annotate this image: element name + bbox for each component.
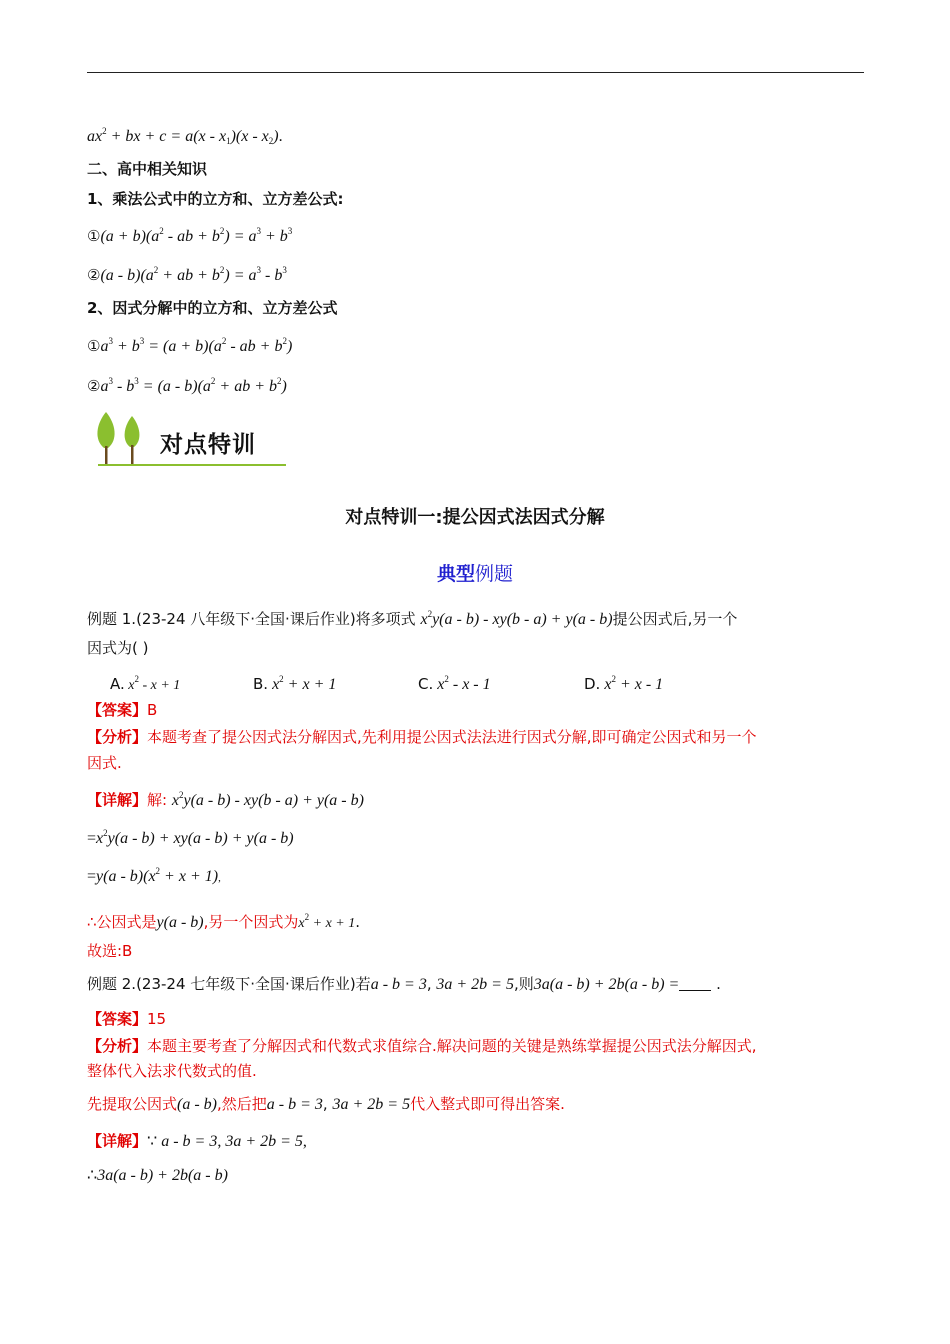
banner-label: 对点特训 <box>160 432 256 458</box>
formula-4: $②a^3 - b^3 = (a - b)(a^2$ + ab + $b^2$) <box>87 376 287 395</box>
ex1-option-c[interactable]: C. $x^2$ - x - 1 <box>418 674 491 693</box>
formula-2: ②(a - $b)(a^2$ + ab + $b^2) = a^3 - b^3$ <box>87 265 287 284</box>
formula-1: ①(a + $b)(a^2$ - ab + $b^2) = a^3 + b^3$ <box>87 226 293 245</box>
ex2-answer: 【答案】15 <box>87 1010 167 1028</box>
ex1-analysis: 【分析】本题考查了提公因式法分解因式,先利用提公因式法法进行因式分解,即可确定公因式和另一个 <box>87 728 757 746</box>
ex2-analysis-line2: 整体代入法求代数式的值. <box>87 1062 257 1080</box>
ex2-analysis: 【分析】本题主要考查了分解因式和代数式求值综合.解决问题的关键是熟练掌握提公因式法分解因式, <box>87 1037 757 1055</box>
ex1-conclusion: ∴公因式是y(a - b),另一个因式为$x^2 + x + 1$. <box>87 912 361 931</box>
ex1-question: 例题 1.(23-24 八年级下·全国·课后作业)将多项式 $x^2y(a - b) - xy(b - a) + y(a - b)$提公因式后,另一个 <box>87 609 738 628</box>
header-rule <box>87 72 864 73</box>
ex2-detail: 【详解】∵ a - b = 3, 3a + 2b = 5, <box>87 1132 307 1150</box>
ex1-question-line2: 因式为( ) <box>87 639 149 657</box>
sub2-title: 2、因式分解中的立方和、立方差公式 <box>87 299 338 317</box>
ex1-option-a[interactable]: A. $x^2 - x + 1$ <box>110 674 181 693</box>
ex2-detail-step: ∴3a(a - b) + 2b(a - b) <box>87 1167 228 1184</box>
ex1-option-d[interactable]: D. $x^2 + x - 1$ <box>584 674 664 693</box>
ex1-option-b[interactable]: B. $x^2 + x + 1$ <box>253 674 337 693</box>
ex1-step1: $=x^2y(a - b) + xy(a - b) + y(a - b)$ <box>87 828 294 847</box>
formula-3: $①a^3 + b^3 = (a + b)(a^2$ - ab + $b^2$) <box>87 336 293 355</box>
sub1-title: 1、乘法公式中的立方和、立方差公式: <box>87 190 344 208</box>
ex1-detail: 【详解】解: $x^2y(a - b) - xy(b - a) + y(a - b)$ <box>87 790 364 809</box>
ex1-answer: 【答案】B <box>87 701 158 719</box>
typical-example-heading: 典型例题 <box>436 563 514 585</box>
topic-title: 对点特训一:提公因式法因式分解 <box>345 507 605 528</box>
ex1-step2: $=y(a - b)(x^2 + x + 1)$, <box>87 866 221 885</box>
section-banner <box>92 410 287 468</box>
section-two-title: 二、高中相关知识 <box>87 160 208 178</box>
ex1-choice: 故选:B <box>87 942 133 960</box>
ex1-analysis-line2: 因式. <box>87 754 122 772</box>
ex2-question: 例题 2.(23-24 七年级下·全国·课后作业)若a - b = 3, 3a + 2b = 5,则3a(a - b) + 2b(a - b) = . <box>87 975 721 993</box>
ex2-answer-blank[interactable] <box>679 976 711 991</box>
ex2-method: 先提取公因式(a - b),然后把a - b = 3, 3a + 2b = 5代入整式即可得出答案. <box>87 1095 565 1113</box>
formula-factored-quadratic: $ax^2$ + bx + $c = a(x - x_1)(x - x_2)$. <box>87 126 283 146</box>
